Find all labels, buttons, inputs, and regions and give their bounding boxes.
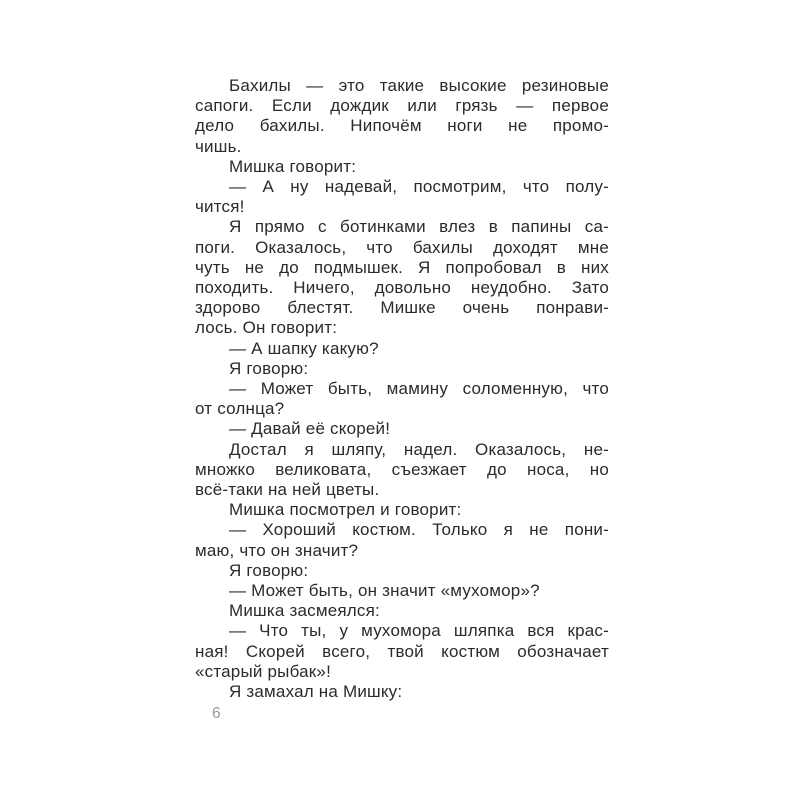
text-line: ная! Скорей всего, твой костюм обозначает [195,641,609,661]
text-line: «старый рыбак»! [195,661,331,681]
text-line: всё-таки на ней цветы. [195,480,380,500]
text-line: — Может быть, он значит «мухомор»? [229,581,540,601]
paragraph [195,682,609,702]
text-line: Мишка говорит: [229,156,357,176]
text-line: множко великовата, съезжает до носа, но [195,459,609,479]
text-line: — Может быть, мамину соломенную, что [229,379,609,399]
paragraph [195,621,609,682]
paragraph [195,339,609,359]
text-line: поги. Оказалось, что бахилы доходят мне [195,237,609,257]
paragraph [195,601,609,621]
paragraph [195,177,609,217]
paragraph [195,419,609,439]
page-number: 6 [212,705,221,722]
text-line: Достал я шляпу, надел. Оказалось, не- [229,439,609,459]
text-line: Я говорю: [229,560,309,580]
text-line: походить. Ничего, довольно неудобно. Зато [195,278,609,298]
text-line: чится! [195,197,245,217]
paragraph [195,581,609,601]
paragraph [195,379,609,419]
paragraph [195,217,609,338]
text-line: — А шапку какую? [229,338,379,358]
text-line: — А ну надевай, посмотрим, что полу- [229,177,609,197]
text-line: чишь. [195,136,242,156]
text-line: маю, что он значит? [195,540,359,560]
text-line: сапоги. Если дождик или грязь — первое [195,96,609,116]
paragraph [195,440,609,501]
story-text [195,76,609,702]
text-line: — Давай её скорей! [229,419,391,439]
paragraph [195,157,609,177]
text-line: Я говорю: [229,358,309,378]
text-line: Мишка посмотрел и говорит: [229,500,462,520]
text-line: — Что ты, у мухомора шляпка вся крас- [229,621,609,641]
text-line: — Хороший костюм. Только я не пони- [229,520,609,540]
paragraph [195,520,609,560]
paragraph [195,359,609,379]
text-line: от солнца? [195,399,285,419]
text-line: Я замахал на Мишку: [229,682,403,702]
text-line: лось. Он говорит: [195,318,338,338]
text-line: Бахилы — это такие высокие резиновые [229,76,609,95]
paragraph [195,76,609,157]
text-line: чуть не до подмышек. Я попробовал в них [195,257,609,277]
paragraph [195,561,609,581]
text-line: дело бахилы. Нипочём ноги не промо- [195,116,609,136]
paragraph [195,500,609,520]
text-line: Мишка засмеялся: [229,601,380,621]
text-line: здорово блестят. Мишке очень понрави- [195,298,609,318]
text-line: Я прямо с ботинками влез в папины са- [229,217,609,237]
